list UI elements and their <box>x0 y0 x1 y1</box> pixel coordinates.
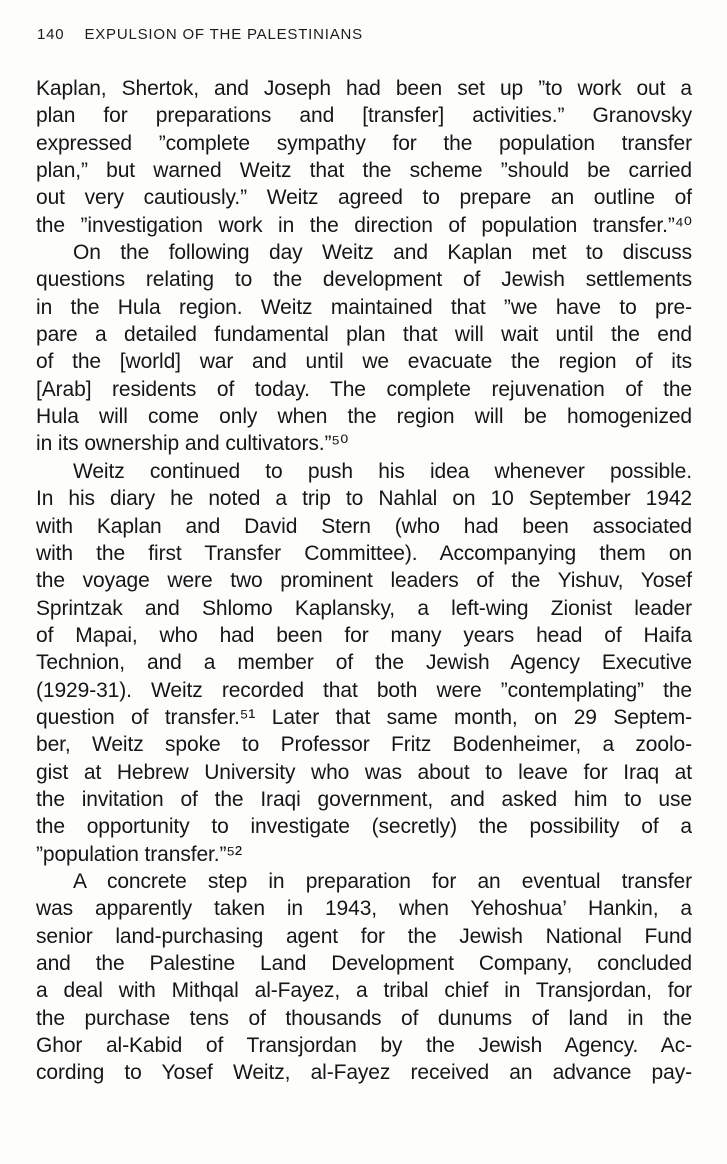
page-number: 140 <box>37 26 65 43</box>
text-line: was apparently taken in 1943, when Yehoshua’ Hankin, a <box>36 897 692 921</box>
paragraph <box>36 75 692 239</box>
text-line: the invitation of the Iraqi government, and asked him to use <box>36 787 692 811</box>
text-line: the voyage were two prominent leaders of the Yishuv, Yosef <box>36 569 692 593</box>
text-line: of the [world] war and until we evacuate the region of its <box>36 350 692 374</box>
running-head: EXPULSION OF THE PALESTINIANS <box>84 26 363 43</box>
text-line: the purchase tens of thousands of dunums of land in the <box>36 1006 692 1030</box>
text-line: with Kaplan and David Stern (who had been associated <box>36 514 692 538</box>
paragraph <box>36 458 692 868</box>
text-line: plan for preparations and [transfer] activities.” Granovsky <box>36 104 692 128</box>
text-line: in the Hula region. Weitz maintained that ”we have to pre- <box>36 295 692 319</box>
text-line: A concrete step in preparation for an eventual transfer <box>73 869 692 893</box>
text-line: question of transfer.⁵¹ Later that same month, on 29 Septem- <box>36 705 692 729</box>
text-line: On the following day Weitz and Kaplan met to discuss <box>73 241 692 265</box>
text-line: of Mapai, who had been for many years head of Haifa <box>36 623 692 647</box>
text-line: Kaplan, Shertok, and Joseph had been set up ”to work out a <box>36 77 692 100</box>
page-body <box>36 75 692 1087</box>
text-line: gist at Hebrew University who was about to leave for Iraq at <box>36 760 692 784</box>
text-line: Ghor al-Kabid of Transjordan by the Jewish Agency. Ac- <box>36 1034 692 1058</box>
paragraph <box>36 868 692 1087</box>
text-line: the ”investigation work in the direction of population transfer.”⁴⁰ <box>36 213 692 237</box>
text-line: pare a detailed fundamental plan that will wait until the end <box>36 323 692 347</box>
text-line: Weitz continued to push his idea whenever possible. <box>73 459 692 483</box>
text-line: with the first Transfer Committee). Accompanying them on <box>36 541 692 565</box>
text-line: ”population transfer.”⁵² <box>36 842 242 866</box>
text-line: In his diary he noted a trip to Nahlal on 10 September 1942 <box>36 487 692 511</box>
text-line: questions relating to the development of Jewish settlements <box>36 268 692 292</box>
text-line: the opportunity to investigate (secretly) the possibility of a <box>36 815 692 839</box>
text-line: out very cautiously.” Weitz agreed to prepare an outline of <box>36 186 692 210</box>
text-line: senior land-purchasing agent for the Jewish National Fund <box>36 924 692 948</box>
paragraph <box>36 239 692 458</box>
text-line: and the Palestine Land Development Company, concluded <box>36 952 692 975</box>
page-header <box>37 26 691 43</box>
text-line: [Arab] residents of today. The complete rejuvenation of the <box>36 377 692 401</box>
text-line: a deal with Mithqal al-Fayez, a tribal chief in Transjordan, for <box>36 979 692 1003</box>
text-line: cording to Yosef Weitz, al-Fayez received an advance pay- <box>36 1061 692 1085</box>
text-line: plan,” but warned Weitz that the scheme ”should be carried <box>36 159 692 183</box>
text-line: in its ownership and cultivators.”⁵⁰ <box>36 432 349 456</box>
text-line: expressed ”complete sympathy for the population transfer <box>36 131 692 155</box>
text-line: Hula will come only when the region will be homogenized <box>36 405 692 429</box>
text-line: Sprintzak and Shlomo Kaplansky, a left-wing Zionist leader <box>36 596 692 620</box>
text-line: ber, Weitz spoke to Professor Fritz Bodenheimer, a zoolo- <box>36 733 692 757</box>
text-line: Technion, and a member of the Jewish Agency Executive <box>36 651 692 675</box>
text-line: (1929-31). Weitz recorded that both were ”contemplating” the <box>36 678 692 702</box>
